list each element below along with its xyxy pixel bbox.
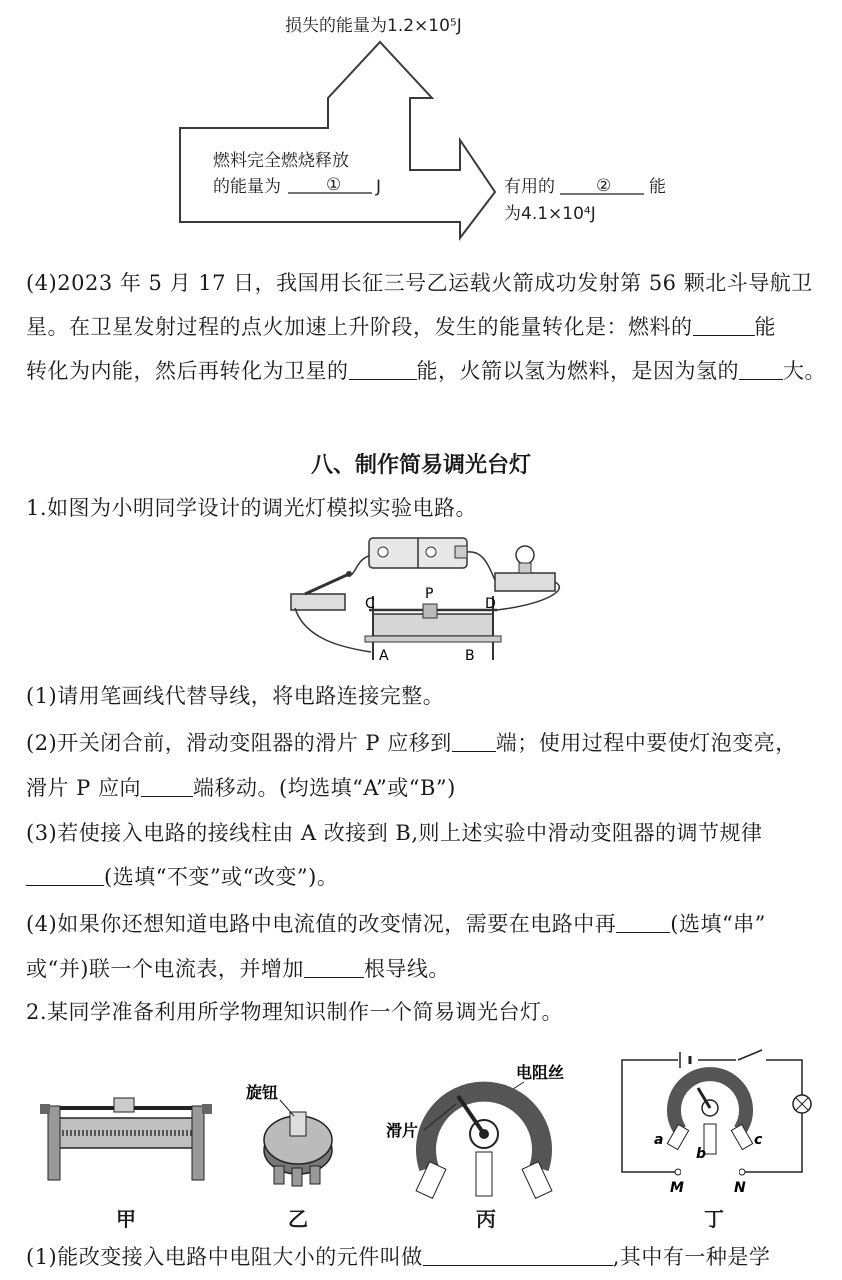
lost-energy-label: 损失的能量为1.2×10⁵J <box>285 16 462 36</box>
terminal-d-label: D <box>485 596 496 612</box>
battery-icon <box>369 538 467 568</box>
p2-s1b-text: ,其中有一种是学 <box>612 1245 771 1269</box>
blank-wire-count[interactable] <box>304 955 364 978</box>
ring-resistor-bing-figure <box>384 1056 594 1206</box>
caption-jia: 甲 <box>116 1207 136 1231</box>
section-title: 八、制作简易调光台灯 <box>310 453 531 478</box>
p1-intro-text: 1.如图为小明同学设计的调光灯模拟实验电路。 <box>26 496 478 520</box>
mark-2: ② <box>596 176 612 196</box>
p1-intro <box>26 493 477 523</box>
p1-s2b-text: 端；使用过程中要使灯泡变亮， <box>495 731 797 755</box>
p1-s2a-text: (2)开关闭合前，滑动变阻器的滑片 P 应移到 <box>26 731 452 755</box>
dimmer-circuit-figure <box>285 530 575 672</box>
p2-s1a-text: (1)能改变接入电路中电阻大小的元件叫做 <box>26 1245 423 1269</box>
blank-series-parallel[interactable] <box>616 910 670 933</box>
blank-fuel-energy[interactable] <box>693 313 755 336</box>
energy-flow-diagram <box>0 0 842 260</box>
p2-s1 <box>26 1242 770 1272</box>
blank-component-name[interactable] <box>423 1243 613 1266</box>
p1-s2d-text: 端移动。(均选填“A”或“B”) <box>192 776 456 800</box>
terminal-a-ding: a <box>654 1132 664 1148</box>
q4-text3a: 转化为内能，然后再转化为卫星的 <box>26 359 349 383</box>
p1-s3 <box>26 818 763 848</box>
caption-bing: 丙 <box>476 1207 496 1231</box>
blank-slider-end[interactable] <box>452 729 496 752</box>
useful-energy-line2: 为4.1×10⁴J <box>504 204 596 224</box>
p2-intro-text: 2.某同学准备利用所学物理知识制作一个简易调光台灯。 <box>26 1000 564 1024</box>
useful-energy-line1: 有用的 <box>504 177 555 197</box>
p1-s2 <box>26 728 797 758</box>
q4-text1: (4)2023 年 5 月 17 日，我国用长征三号乙运载火箭成功发射第 56 颗北斗导航卫 <box>26 271 813 295</box>
p1-s4 <box>26 909 766 939</box>
p1-s4-cont <box>26 954 450 984</box>
q4-text3b: 能，火箭以氢为燃料，是因为氢的 <box>416 359 739 383</box>
p1-s2-cont <box>26 773 456 803</box>
blank-slider-direction[interactable] <box>141 774 193 797</box>
q4-text2a: 星。在卫星发射过程的点火加速上升阶段，发生的能量转化是：燃料的 <box>26 315 693 339</box>
useful-energy-suffix: 能 <box>649 177 666 197</box>
caption-yi: 乙 <box>288 1207 308 1231</box>
blank-satellite-energy[interactable] <box>349 357 417 380</box>
terminal-b-ding: b <box>696 1146 707 1162</box>
q4-line3 <box>26 356 826 386</box>
fuel-energy-line2: 的能量为 <box>213 177 281 197</box>
p1-s4c-text: 或“并)联一个电流表，并增加 <box>26 957 304 981</box>
terminal-b-label: B <box>465 648 475 664</box>
blank-rule-change[interactable] <box>26 863 104 886</box>
slider-label: 滑片 <box>386 1121 419 1140</box>
p2-intro <box>26 997 563 1027</box>
wire-label: 电阻丝 <box>516 1063 565 1082</box>
switch-icon <box>291 571 352 610</box>
mark-1: ① <box>326 175 342 195</box>
bulb-icon <box>495 546 555 591</box>
fuel-unit: J <box>376 177 382 197</box>
potentiometer-yi-figure <box>240 1078 350 1200</box>
terminal-c-ding: c <box>754 1132 763 1148</box>
p1-s3a-text: (3)若使接入电路的接线柱由 A 改接到 B,则上述实验中滑动变阻器的调节规律 <box>26 821 763 845</box>
q4-line2 <box>26 312 776 342</box>
p1-s3b-text: (选填“不变”或“改变”)。 <box>104 865 339 889</box>
q4-line1 <box>26 268 813 298</box>
p1-s4d-text: 根导线。 <box>363 957 450 981</box>
terminal-c-label: C <box>365 596 375 612</box>
p1-s4a-text: (4)如果你还想知道电路中电流值的改变情况，需要在电路中再 <box>26 912 617 936</box>
q4-text3c: 大。 <box>783 359 826 383</box>
fuel-energy-line1: 燃料完全燃烧释放 <box>213 151 349 171</box>
terminal-a-label: A <box>379 648 389 664</box>
dimmer-circuit-ding-figure <box>618 1046 818 1194</box>
p1-s2c-text: 滑片 P 应向 <box>26 776 141 800</box>
caption-ding: 丁 <box>704 1207 724 1231</box>
terminal-m-ding: M <box>670 1180 684 1194</box>
rheostat-jia-figure <box>40 1090 212 1182</box>
q4-text2b: 能 <box>754 315 776 339</box>
slider-p-label: P <box>425 586 434 602</box>
p1-s3-cont <box>26 862 338 892</box>
p1-s4b-text: (选填“串” <box>670 912 766 936</box>
blank-hydrogen-property[interactable] <box>739 357 783 380</box>
p1-s1-text: (1)请用笔画线代替导线，将电路连接完整。 <box>26 684 445 708</box>
p1-s1 <box>26 681 444 711</box>
terminal-n-ding: N <box>734 1180 746 1194</box>
knob-label: 旋钮 <box>246 1083 279 1102</box>
energy-flow-arrow-outline <box>180 42 495 238</box>
